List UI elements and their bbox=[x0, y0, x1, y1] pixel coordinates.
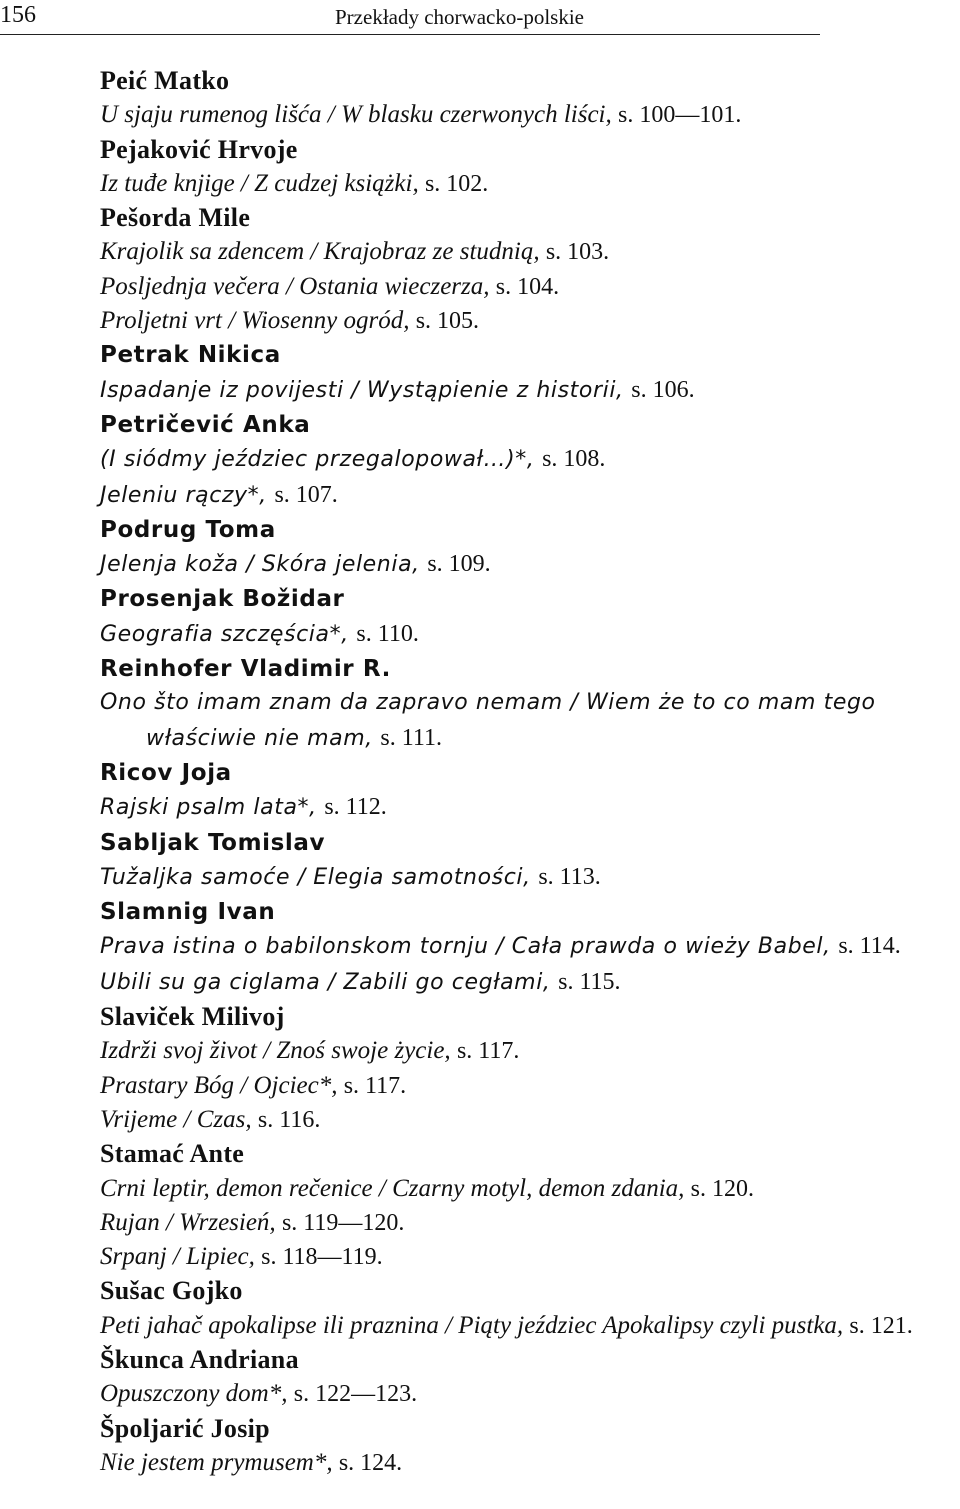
author-name: Prosenjak Božidar bbox=[100, 586, 345, 613]
author-name: Reinhofer Vladimir R. bbox=[100, 656, 391, 683]
work-title: Proljetni vrt / Wiosenny ogród, bbox=[100, 307, 410, 335]
work-item bbox=[100, 790, 958, 825]
page-reference: s. 106. bbox=[631, 376, 695, 403]
work-title: Krajolik sa zdencem / Krajobraz ze studnią, bbox=[100, 238, 540, 266]
running-head: Przekłady chorwacko-polskie bbox=[335, 5, 584, 29]
page-reference: s. 116. bbox=[257, 1106, 321, 1133]
page-reference: s. 113. bbox=[538, 863, 601, 890]
page-reference: s. 102. bbox=[424, 170, 489, 197]
work-title: Rujan / Wrzesień, bbox=[100, 1208, 276, 1236]
work-item bbox=[100, 478, 958, 513]
work-title: Geografia szczęścia*, bbox=[100, 621, 349, 647]
work-item bbox=[100, 304, 958, 338]
page-number: 156 bbox=[0, 2, 36, 28]
page-reference: s. 105. bbox=[415, 308, 480, 335]
author-entry bbox=[100, 1412, 958, 1481]
work-title: Opuszczony dom*, bbox=[100, 1380, 288, 1408]
author-name: Petrak Nikica bbox=[100, 342, 281, 369]
author-name: Stamać Ante bbox=[100, 1139, 245, 1169]
work-item bbox=[100, 235, 958, 269]
page-reference: s. 109. bbox=[427, 551, 491, 578]
author-entry bbox=[100, 582, 958, 652]
author-entry bbox=[100, 756, 958, 826]
work-item bbox=[100, 547, 958, 582]
author-entry bbox=[100, 826, 958, 896]
page-reference: s. 103. bbox=[545, 239, 610, 266]
work-item bbox=[100, 1446, 958, 1480]
page-reference: s. 112. bbox=[324, 794, 387, 821]
author-entry bbox=[100, 1137, 958, 1274]
work-title: Tužaljka samoće / Elegia samotności, bbox=[100, 864, 531, 890]
work-title: Srpanj / Lipiec, bbox=[100, 1243, 255, 1271]
work-title: Rajski psalm lata*, bbox=[100, 795, 317, 821]
author-entry bbox=[100, 1343, 958, 1412]
author-entry bbox=[100, 408, 958, 513]
work-title: Posljednja večera / Ostania wieczerza, bbox=[100, 272, 490, 300]
work-item bbox=[100, 1034, 958, 1068]
author-name: Petričević Anka bbox=[100, 411, 311, 438]
page-reference: s. 119—120. bbox=[281, 1209, 405, 1236]
work-title: Izdrži svoj život / Znoś swoje życie, bbox=[100, 1037, 451, 1065]
work-item bbox=[100, 1172, 958, 1206]
page-reference: s. 100—101. bbox=[618, 102, 742, 129]
author-name: Ricov Joja bbox=[100, 759, 232, 786]
author-name: Slamnig Ivan bbox=[100, 899, 276, 926]
work-item bbox=[100, 686, 958, 756]
work-title: (I siódmy jeździec przegalopował…)*, bbox=[100, 447, 535, 473]
page-reference: s. 110. bbox=[356, 620, 419, 647]
page-reference: s. 107. bbox=[274, 481, 338, 508]
work-item bbox=[100, 98, 958, 132]
work-item bbox=[100, 167, 958, 201]
page-header bbox=[0, 0, 820, 35]
author-name: Škunca Andriana bbox=[100, 1344, 299, 1374]
author-name: Slaviček Milivoj bbox=[100, 1002, 285, 1032]
page-reference: s. 108. bbox=[542, 446, 606, 473]
work-item bbox=[100, 1240, 958, 1274]
page-reference: s. 120. bbox=[690, 1175, 755, 1202]
work-title: Jelenja koža / Skóra jelenia, bbox=[100, 552, 420, 578]
work-title: U sjaju rumenog lišća / W blasku czerwonych liści, bbox=[100, 101, 612, 129]
page-reference: s. 115. bbox=[558, 968, 621, 995]
work-title: Prava istina o babilonskom tornju / Cała prawda o wieży Babel, bbox=[100, 934, 831, 960]
work-title: Vrijeme / Czas, bbox=[100, 1105, 252, 1133]
work-item bbox=[100, 270, 958, 304]
work-title: Nie jestem prymusem*, bbox=[100, 1448, 333, 1476]
author-name: Pešorda Mile bbox=[100, 203, 251, 233]
author-entry bbox=[100, 652, 958, 756]
page-reference: s. 121. bbox=[849, 1312, 913, 1339]
page-reference: s. 117. bbox=[456, 1038, 520, 1065]
author-entry bbox=[100, 1000, 958, 1137]
work-item bbox=[100, 1206, 958, 1240]
author-entry bbox=[100, 133, 958, 202]
work-item bbox=[100, 929, 958, 964]
author-entry bbox=[100, 513, 958, 583]
work-title: Ubili su ga ciglama / Zabili go cegłami, bbox=[100, 969, 551, 995]
author-name: Sabljak Tomislav bbox=[100, 829, 326, 856]
work-item bbox=[100, 1103, 958, 1137]
page-reference: s. 124. bbox=[338, 1449, 403, 1476]
page-reference: s. 117. bbox=[343, 1072, 407, 1099]
page-reference: s. 118—119. bbox=[261, 1244, 383, 1271]
page-reference: s. 104. bbox=[495, 273, 560, 300]
author-entry bbox=[100, 201, 958, 338]
work-title: Crni leptir, demon rečenice / Czarny motyl, demon zdania, bbox=[100, 1174, 685, 1202]
author-index-list bbox=[100, 64, 958, 1480]
work-item bbox=[100, 1377, 958, 1411]
page-reference: s. 122—123. bbox=[293, 1381, 418, 1408]
author-entry bbox=[100, 1274, 958, 1343]
work-title: Iz tuđe knjige / Z cudzej książki, bbox=[100, 169, 419, 197]
work-item bbox=[100, 1069, 958, 1103]
work-item bbox=[100, 617, 958, 652]
author-entry bbox=[100, 895, 958, 1000]
author-name: Peić Matko bbox=[100, 66, 230, 95]
work-title: Prastary Bóg / Ojciec*, bbox=[100, 1071, 338, 1099]
work-item bbox=[100, 442, 958, 477]
author-entry bbox=[100, 64, 958, 133]
page-reference: s. 111. bbox=[380, 724, 442, 751]
work-title: Ono što imam znam da zapravo nemam / Wiem że to co mam tego właściwie nie mam, bbox=[100, 690, 876, 751]
author-name: Podrug Toma bbox=[100, 516, 276, 543]
work-item bbox=[100, 373, 958, 408]
work-item bbox=[100, 1309, 958, 1343]
author-name: Pejaković Hrvoje bbox=[100, 134, 298, 164]
author-name: Sušac Gojko bbox=[100, 1276, 243, 1306]
work-item bbox=[100, 965, 958, 1000]
work-title: Ispadanje iz povijesti / Wystąpienie z historii, bbox=[100, 377, 624, 403]
work-title: Peti jahač apokalipse ili praznina / Piąty jeździec Apokalipsy czyli pustka, bbox=[100, 1311, 844, 1339]
author-entry bbox=[100, 338, 958, 408]
work-item bbox=[100, 860, 958, 895]
page-reference: s. 114. bbox=[838, 933, 901, 960]
work-title: Jeleniu rączy*, bbox=[100, 482, 267, 508]
author-name: Špoljarić Josip bbox=[100, 1413, 270, 1443]
